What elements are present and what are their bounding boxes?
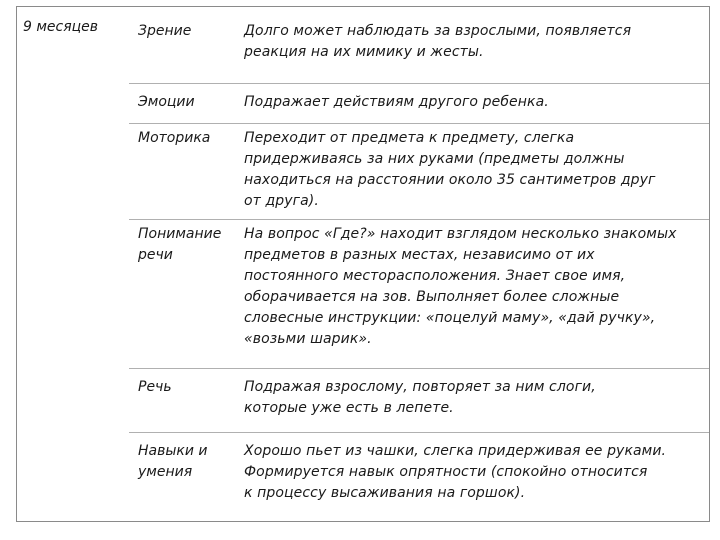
category-label: Навыки и умения bbox=[138, 443, 208, 480]
table-row bbox=[129, 124, 709, 220]
table-row bbox=[129, 84, 709, 124]
category-label: Зрение bbox=[138, 23, 192, 39]
category-description: На вопрос «Где?» находит взглядом несколько знакомых предметов в разных местах, независимо от их постоянного месторасположения. Знает свое имя, оборачивается на зов. Выполняет более сложные словесные инструкции: «поцелуй маму», «дай ручку», «возьми шарик». bbox=[244, 226, 677, 347]
category-label: Понимание речи bbox=[138, 226, 222, 263]
table-row bbox=[129, 7, 709, 84]
table-row bbox=[129, 220, 709, 369]
development-table bbox=[16, 6, 710, 522]
category-description: Переходит от предмета к предмету, слегка придерживаясь за них руками (предметы должны находиться на расстоянии около 35 сантиметров друг от друга). bbox=[244, 130, 656, 209]
table-row bbox=[129, 433, 709, 521]
category-label: Речь bbox=[138, 379, 172, 395]
category-label: Моторика bbox=[138, 130, 211, 146]
category-description: Долго может наблюдать за взрослыми, появляется реакция на их мимику и жесты. bbox=[244, 23, 632, 60]
age-cell: 9 месяцев bbox=[23, 19, 99, 35]
category-description: Подражая взрослому, повторяет за ним слоги, которые уже есть в лепете. bbox=[244, 379, 596, 416]
category-label: Эмоции bbox=[138, 94, 195, 110]
category-description: Хорошо пьет из чашки, слегка придерживая ее руками. Формируется навык опрятности (спокойно относится к процессу высаживания на горшок). bbox=[244, 443, 667, 501]
table-row bbox=[129, 369, 709, 433]
category-description: Подражает действиям другого ребенка. bbox=[244, 94, 549, 110]
